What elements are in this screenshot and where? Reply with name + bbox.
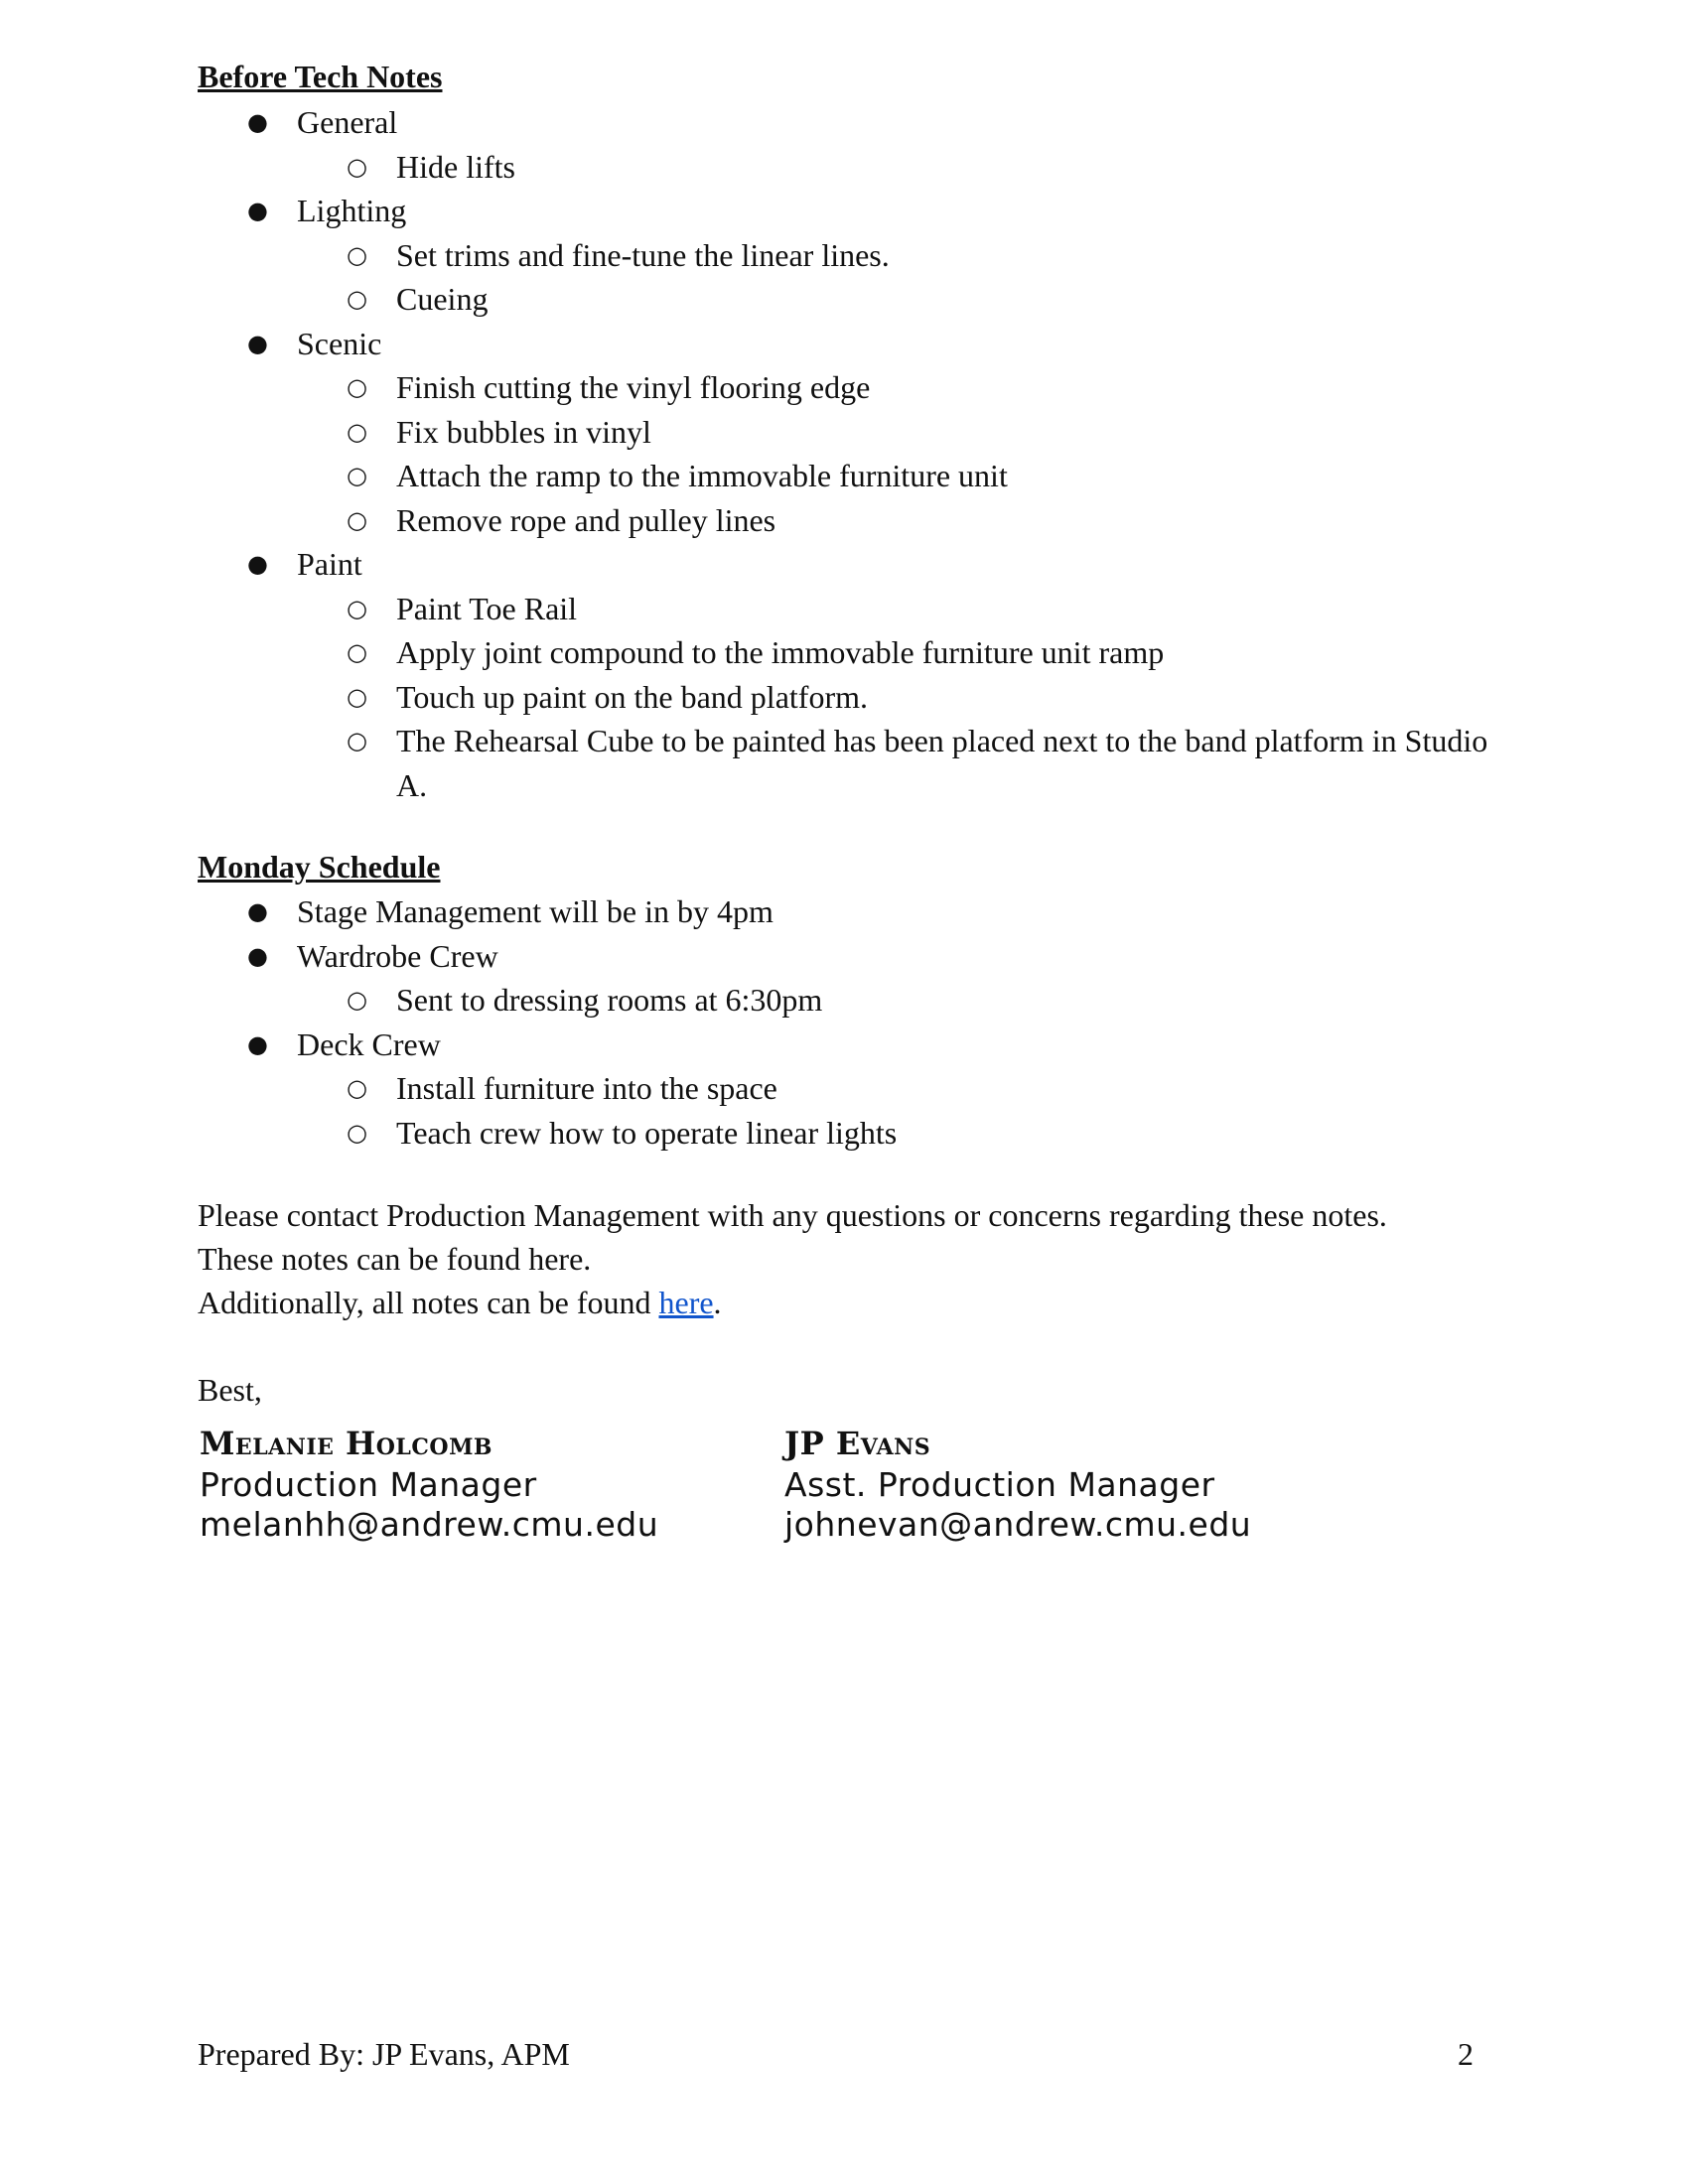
list-item <box>198 934 1488 1023</box>
list-item <box>198 189 1488 322</box>
group-label: Wardrobe Crew <box>297 937 498 974</box>
additional-line <box>198 1281 1488 1325</box>
group-label: Scenic <box>297 325 382 361</box>
signature-block <box>200 1422 658 1545</box>
list-item <box>198 542 1488 807</box>
list-item: ○ The Rehearsal Cube to be painted has been placed next to the band platform in Studio A. <box>297 719 1488 807</box>
before-tech-list <box>198 100 1488 807</box>
signer-title: Asst. Production Manager <box>784 1465 1215 1504</box>
list-item <box>198 100 1488 189</box>
list-item: ○ Attach the ramp to the immovable furniture unit <box>297 454 1488 498</box>
monday-list <box>198 889 1488 1155</box>
list-item: ● Stage Management will be in by 4pm <box>198 889 1488 934</box>
signer-email[interactable]: melanhh@andrew.cmu.edu <box>200 1505 659 1544</box>
group-label: Deck Crew <box>297 1025 441 1062</box>
list-item <box>198 322 1488 543</box>
signer-name: JP Evans <box>784 1425 931 1462</box>
list-item: ○ Cueing <box>297 277 1488 322</box>
notes-link[interactable]: here <box>658 1285 714 1320</box>
list-item: ○ Paint Toe Rail <box>297 587 1488 631</box>
list-item: ○ Finish cutting the vinyl flooring edge <box>297 365 1488 410</box>
additional-suffix: . <box>713 1285 722 1320</box>
signer-title: Production Manager <box>200 1465 537 1504</box>
signoff: Best, <box>198 1372 262 1408</box>
group-label: General <box>297 104 398 140</box>
additional-prefix: Additionally, all notes can be found <box>198 1285 659 1320</box>
list-item: ○ Touch up paint on the band platform. <box>297 675 1488 720</box>
list-item: ○ Teach crew how to operate linear lights <box>297 1111 1488 1156</box>
group-label: Paint <box>297 546 362 582</box>
signer-email[interactable]: johnevan@andrew.cmu.edu <box>784 1505 1252 1544</box>
contact-line: Please contact Production Management with any questions or concerns regarding these notes. <box>198 1197 1387 1233</box>
list-item <box>198 1023 1488 1156</box>
monday-heading: Monday Schedule <box>198 849 441 885</box>
prepared-by: Prepared By: JP Evans, APM <box>198 2036 570 2072</box>
list-item: ○ Set trims and fine-tune the linear lines. <box>297 233 1488 278</box>
list-item: ○ Apply joint compound to the immovable furniture unit ramp <box>297 630 1488 675</box>
signature-block <box>784 1422 1251 1545</box>
page-number: 2 <box>1458 2036 1474 2072</box>
group-label: Lighting <box>297 193 407 228</box>
list-item: ○ Sent to dressing rooms at 6:30pm <box>297 978 1488 1023</box>
list-item: ○ Hide lifts <box>297 145 1488 190</box>
list-item: ○ Install furniture into the space <box>297 1066 1488 1111</box>
before-tech-heading: Before Tech Notes <box>198 59 443 94</box>
list-item: ○ Remove rope and pulley lines <box>297 498 1488 543</box>
found-line: These notes can be found here. <box>198 1241 592 1277</box>
signer-name: Melanie Holcomb <box>200 1425 493 1462</box>
list-item: ○ Fix bubbles in vinyl <box>297 410 1488 455</box>
